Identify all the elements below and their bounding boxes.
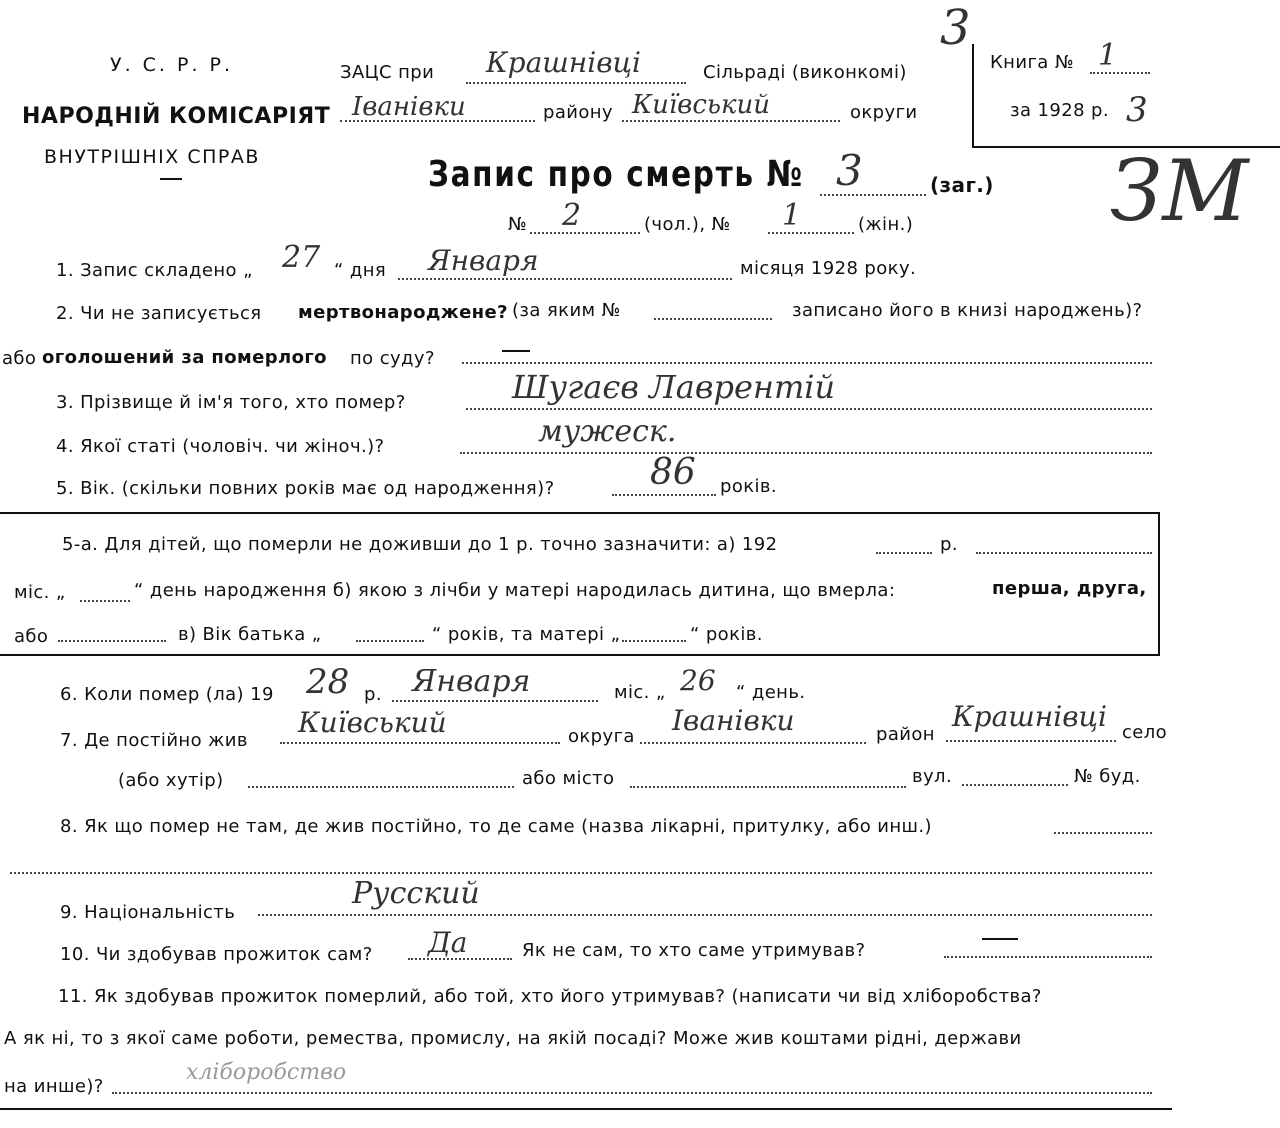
zhin-label: (жін.) xyxy=(858,214,914,235)
record-title: Запис про смерть № xyxy=(428,154,804,195)
line2b-declared: оголошений за померлого xyxy=(42,347,327,368)
line3-name-handwriting: Шугаєв Лаврентій xyxy=(512,368,836,406)
line5a3-father: в) Вік батька „ xyxy=(178,624,322,645)
line5a2-text: “ день народження б) якою з лічби у матері народилась дитина, що вмерла: xyxy=(134,580,896,601)
line5a2-day-line xyxy=(80,600,130,602)
women-number-line xyxy=(768,232,854,234)
line7-raion-handwriting: Іванівки xyxy=(672,704,795,737)
line5a3-years: “ років. xyxy=(690,624,763,645)
women-number-handwriting: 1 xyxy=(782,198,802,233)
internal-affairs-label: ВНУТРІШНІХ СПРАВ xyxy=(44,146,260,168)
line2-prefix: 2. Чи не записується xyxy=(56,303,262,324)
ussr-label: У. С. Р. Р. xyxy=(110,54,234,76)
okruh-line xyxy=(622,120,840,122)
zag-label: (заг.) xyxy=(930,173,994,197)
line5a3-prefix: або xyxy=(14,626,49,647)
line5a2-first-second: перша, друга, xyxy=(992,578,1147,599)
line2b-court: по суду? xyxy=(350,348,435,369)
line5a-label: 5-а. Для дітей, що померли не доживши до 1 р. точно зазначити: а) 192 xyxy=(62,534,778,555)
line6-month-line xyxy=(392,700,598,702)
line5-years: років. xyxy=(720,476,778,497)
line9-label: 9. Національність xyxy=(60,902,236,923)
line7-okruh-line xyxy=(280,742,560,744)
line5-label: 5. Вік. (скільки повних років має од народження)? xyxy=(56,478,555,499)
book-label: Книга № xyxy=(990,52,1074,73)
line2b-prefix: або xyxy=(2,348,37,369)
line11-label: 11. Як здобував прожиток померлий, або той, хто його утримував? (написати чи від хліборобства? xyxy=(58,986,1042,1007)
line7b-misto: або місто xyxy=(522,768,615,789)
line6-day-handwriting: 26 xyxy=(680,664,716,697)
line4-line xyxy=(460,452,1152,454)
line7-okruha: округа xyxy=(568,726,635,747)
line11-line xyxy=(112,1092,1152,1094)
line7-raion: район xyxy=(876,724,935,745)
zags-prefix: ЗАЦС при xyxy=(340,62,435,83)
line5a-r: р. xyxy=(940,534,958,555)
zags-line xyxy=(466,82,686,84)
chol-label: (чол.), № xyxy=(644,214,731,235)
line1-prefix: 1. Запис складено „ xyxy=(56,260,253,281)
okruh-label: округи xyxy=(850,102,918,123)
year-suffix-handwriting: 3 xyxy=(1126,90,1148,130)
line5a3-mother: “ років, та матері „ xyxy=(432,624,621,645)
line7-okruh-handwriting: Київський xyxy=(298,706,447,739)
raion-line xyxy=(340,120,535,122)
line1-day-handwriting: 27 xyxy=(282,240,321,275)
zags-handwriting: Крашнівці xyxy=(486,46,641,79)
line2-number-line xyxy=(654,318,772,320)
record-number-handwriting: 3 xyxy=(836,146,863,195)
line5a3-father-line xyxy=(356,640,424,642)
line6-den: “ день. xyxy=(736,682,806,703)
side-mark-handwriting: ЗМ xyxy=(1110,142,1249,240)
line2-middle: (за яким № xyxy=(512,300,621,321)
top-number-handwriting: 3 xyxy=(940,0,971,56)
line7b-vul: вул. xyxy=(912,766,953,787)
raion-label: району xyxy=(543,102,613,123)
line7b-khutir: (або хутір) xyxy=(118,770,224,791)
book-line xyxy=(1090,72,1150,74)
line10-answer-handwriting: Да xyxy=(428,926,468,959)
line6-month-handwriting: Января xyxy=(412,664,531,699)
line4-sex-handwriting: мужеск. xyxy=(538,414,677,449)
line5a-year-line xyxy=(876,552,932,554)
okruh-handwriting: Київський xyxy=(632,90,771,120)
book-box-left xyxy=(972,44,974,148)
commissariat-label: НАРОДНІЙ КОМІСАРІЯТ xyxy=(22,104,331,129)
record-number-line xyxy=(820,194,926,196)
line7-label: 7. Де постійно жив xyxy=(60,730,248,751)
line5a2-prefix: міс. „ xyxy=(14,582,66,603)
line8-line xyxy=(1054,832,1152,834)
book-number-handwriting: 1 xyxy=(1098,38,1118,73)
line8-second-line xyxy=(10,872,1152,874)
line5a3-birth-line xyxy=(58,640,166,642)
line10-line xyxy=(944,956,1152,958)
line5a-end-line xyxy=(976,552,1152,554)
line7-selo-line xyxy=(946,740,1116,742)
bottom-rule xyxy=(0,1108,1172,1110)
line1-month-handwriting: Января xyxy=(428,244,539,277)
line9-nationality-handwriting: Русский xyxy=(352,876,480,911)
line7b-misto-line xyxy=(630,786,906,788)
line1-month-line xyxy=(398,278,732,280)
line6-label: 6. Коли помер (ла) 19 xyxy=(60,684,274,705)
line7b-vul-line xyxy=(962,784,1068,786)
line3-label: 3. Прізвище й ім'я того, хто помер? xyxy=(56,392,406,413)
men-number-handwriting: 2 xyxy=(562,198,582,233)
header-dash xyxy=(160,178,182,180)
line6-r: р. xyxy=(364,684,382,705)
men-number-label: № xyxy=(508,214,528,235)
line1-day-suffix: “ дня xyxy=(334,260,387,281)
line11-occupation-handwriting: хліборобство xyxy=(186,1060,347,1085)
year-label: за 1928 р. xyxy=(1010,100,1110,121)
line8-label: 8. Як що помер не там, де жив постійно, то де саме (назва лікарні, притулку, або инш.) xyxy=(60,816,932,837)
line10-question: Як не сам, то хто саме утримував? xyxy=(522,940,866,961)
line10-dash xyxy=(982,938,1018,940)
line7b-khutir-line xyxy=(248,786,514,788)
line2b-dash xyxy=(502,350,530,352)
line4-label: 4. Якої статі (чоловіч. чи жіноч.)? xyxy=(56,436,385,457)
line5a3-mother-line xyxy=(622,640,686,642)
line7-selo-handwriting: Крашнівці xyxy=(952,700,1107,733)
line3-line xyxy=(466,408,1152,410)
line2-suffix: записано його в книзі народжень)? xyxy=(792,300,1143,321)
line7-raion-line xyxy=(640,742,866,744)
silradi-label: Сільраді (виконкомі) xyxy=(703,62,907,83)
line5-age-handwriting: 86 xyxy=(650,452,696,493)
line10-answer-line xyxy=(408,958,512,960)
line6-mis: міс. „ xyxy=(614,682,666,703)
men-number-line xyxy=(530,232,640,234)
line6-year-handwriting: 28 xyxy=(306,662,350,702)
line7b-bud: № буд. xyxy=(1074,766,1141,787)
line9-line xyxy=(258,914,1152,916)
line10-label: 10. Чи здобував прожиток сам? xyxy=(60,944,373,965)
line11-end: на инше)? xyxy=(4,1076,104,1097)
line2b-line xyxy=(462,362,1152,364)
line7-selo: село xyxy=(1122,722,1168,743)
line11-continued: А як ні, то з якої саме роботи, ремества, промислу, на якій посаді? Може жив коштами рідні, держави xyxy=(4,1028,1022,1049)
line5-age-line xyxy=(612,494,716,496)
line1-suffix: місяця 1928 року. xyxy=(740,258,917,279)
raion-handwriting: Іванівки xyxy=(352,92,466,122)
line2-stillborn: мертвонароджене? xyxy=(298,302,508,323)
